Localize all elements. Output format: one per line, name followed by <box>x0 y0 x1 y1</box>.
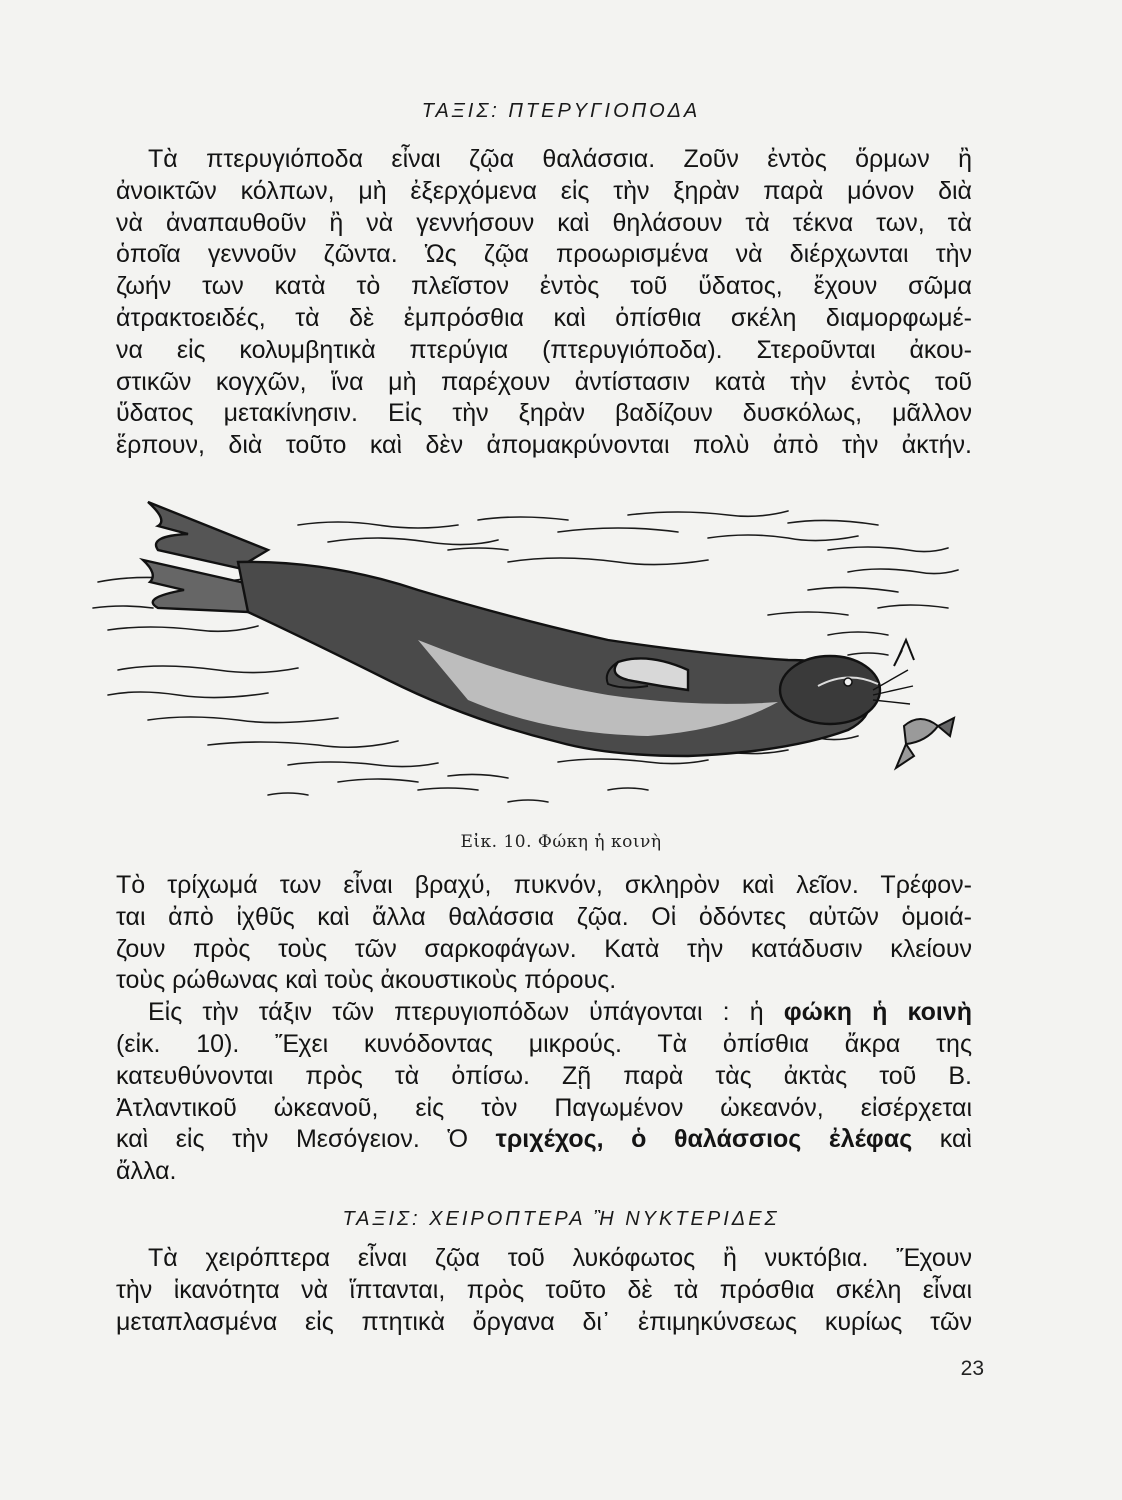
text-line: ἀτρακτοειδές, τὰ δὲ ἐμπρόσθια καὶ ὀπίσθια σκέλη διαμορφωμέ- <box>116 303 972 332</box>
text-run: καὶ <box>912 1125 972 1154</box>
paragraph-bats-intro <box>116 1243 972 1338</box>
section-heading-pinnipeds: ΤΑΞΙΣ: ΠΤΕΡΥΓΙΟΠΟΔΑ <box>421 100 701 122</box>
text-line: ἕρπουν, διὰ τοῦτο καὶ δὲν ἀπομακρύνονται πολὺ ἀπὸ τὴν ἀκτήν. <box>116 431 972 460</box>
paragraph-pinnipeds-intro <box>116 144 972 462</box>
text-line <box>116 1124 972 1156</box>
text-line: ὁποῖα γεννοῦν ζῶντα. Ὡς ζῷα προωρισμένα νὰ διέρχωνται τὴν <box>116 240 972 269</box>
text-line: κατευθύνονται πρὸς τὰ ὀπίσω. Ζῇ παρὰ τὰς ἀκτὰς τοῦ Β. <box>116 1061 972 1090</box>
term-common-seal: φώκη ἡ κοινὴ <box>783 998 972 1027</box>
text-line: στικῶν κογχῶν, ἵνα μὴ παρέχουν ἀντίστασιν κατὰ τὴν ἐντὸς τοῦ <box>116 367 972 396</box>
paragraph-pinnipeds-details <box>116 870 972 1188</box>
text-line: ζωήν των κατὰ τὸ πλεῖστον ἐντὸς τοῦ ὕδατος, ἔχουν σῶμα <box>116 272 972 301</box>
text-line: τοὺς ρώθωνας καὶ τοὺς ἀκουστικοὺς πόρους. <box>116 966 617 995</box>
text-line: ἄλλα. <box>116 1157 177 1186</box>
text-line: ὕδατος μετακίνησιν. Εἰς τὴν ξηρὰν βαδίζουν δυσκόλως, μᾶλλον <box>116 399 972 428</box>
text-line: ἀνοικτῶν κόλπων, μὴ ἐξερχόμενα εἰς τὴν ξηρὰν παρὰ μόνον διὰ <box>116 176 972 205</box>
page-number: 23 <box>960 1357 984 1380</box>
text-line: Τὰ χειρόπτερα εἶναι ζῷα τοῦ λυκόφωτος ἢ νυκτόβια. Ἔχουν <box>148 1244 972 1272</box>
text-line <box>116 997 972 1029</box>
text-line: ζουν πρὸς τοὺς τῶν σαρκοφάγων. Κατὰ τὴν κατάδυσιν κλείουν <box>116 934 972 963</box>
figure-caption: Εἰκ. 10. Φώκη ἡ κοινὴ <box>460 832 662 852</box>
section-heading-bats: ΤΑΞΙΣ: ΧΕΙΡΟΠΤΕΡΑ Ἢ ΝΥΚΤΕΡΙΔΕΣ <box>342 1208 780 1230</box>
text-run: καὶ εἰς τὴν Μεσόγειον. Ὁ <box>116 1125 496 1154</box>
text-line: (εἰκ. 10). Ἔχει κυνόδοντας μικρούς. Τὰ ὀπίσθια ἄκρα της <box>116 1029 972 1058</box>
seal-illustration <box>88 490 978 820</box>
text-line: Τὰ πτερυγιόποδα εἶναι ζῷα θαλάσσια. Ζοῦν ἐντὸς ὅρμων ἢ <box>148 145 972 173</box>
fish <box>894 640 954 768</box>
text-line: Τὸ τρίχωμά των εἶναι βραχύ, πυκνόν, σκληρὸν καὶ λεῖον. Τρέφον- <box>116 871 972 899</box>
text-line: ται ἀπὸ ἰχθῦς καὶ ἄλλα θαλάσσια ζῷα. Οἱ ὀδόντες αὐτῶν ὁμοιά- <box>116 902 972 931</box>
text-run: Εἰς τὴν τάξιν τῶν πτερυγιοπόδων ὑπάγονται : ἡ <box>148 998 784 1027</box>
text-line: νὰ ἀναπαυθοῦν ἢ νὰ γεννήσουν καὶ θηλάσουν τὰ τέκνα των, τὰ <box>116 208 972 237</box>
text-line: Ἀτλαντικοῦ ὠκεανοῦ, εἰς τὸν Παγωμένον ὠκεανόν, εἰσέρχεται <box>116 1093 972 1122</box>
text-line: μεταπλασμένα εἰς πτητικὰ ὄργανα δι᾽ ἐπιμηκύνσεως κυρίως τῶν <box>116 1307 972 1336</box>
text-line: να εἰς κολυμβητικὰ πτερύγια (πτερυγιόποδα). Στεροῦνται ἀκου- <box>116 335 972 364</box>
text-line: τὴν ἱκανότητα νὰ ἵπτανται, πρὸς τοῦτο δὲ τὰ πρόσθια σκέλη εἶναι <box>116 1275 972 1304</box>
term-walrus-elephant-seal: τριχέχος, ὁ θαλάσσιος ἐλέφας <box>495 1125 913 1154</box>
